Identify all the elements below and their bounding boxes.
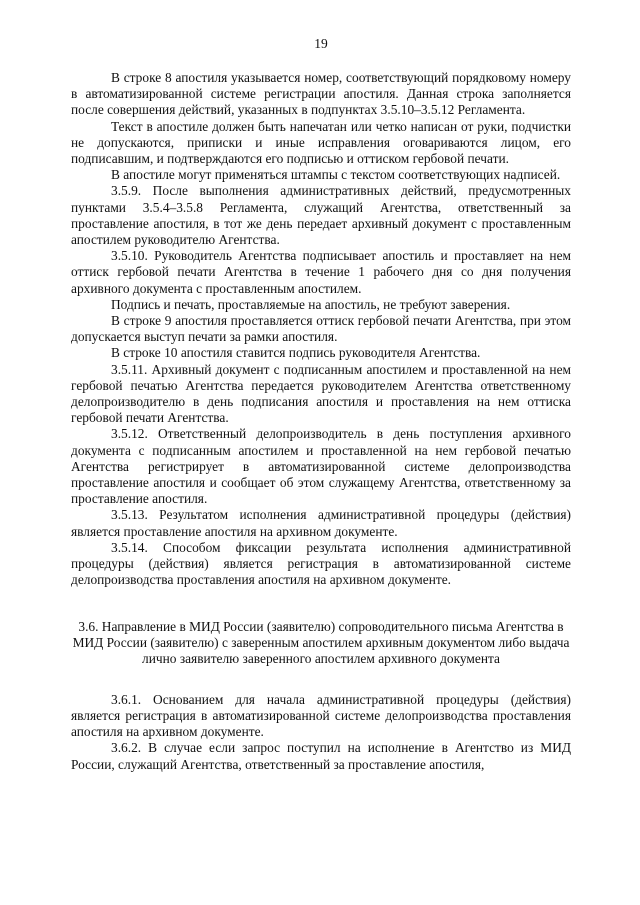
paragraph: В строке 9 апостиля проставляется оттиск гербовой печати Агентства, при этом допускается выступ печати за рамки апостиля. [71,313,571,345]
paragraph: 3.5.11. Архивный документ с подписанным апостилем и проставленной на нем гербовой печатью Агентства передается руководителем Агентства ответственному делопроизводителю в день подписания апостиля и проставления на нем оттиска гербовой печати Агентства. [71,361,571,426]
paragraph: Текст в апостиле должен быть напечатан или четко написан от руки, подчистки не допускаются, приписки и иные исправления оговариваются лицом, его подписавшим, и подтверждаются его подписью и оттиском гербовой печати. [71,118,571,167]
paragraph: 3.5.14. Способом фиксации результата исполнения административной процедуры (действия) является регистрация в автоматизированной системе делопроизводства проставления апостиля на архивном документе. [71,539,571,588]
paragraph: 3.5.13. Результатом исполнения административной процедуры (действия) является проставление апостиля на архивном документе. [71,507,571,539]
paragraph: 3.5.10. Руководитель Агентства подписывает апостиль и проставляет на нем оттиск гербовой печати Агентства в течение 1 рабочего дня со дня получения архивного документа с проставленным апостилем. [71,248,571,296]
page-number: 19 [314,36,328,51]
paragraph: 3.6.1. Основанием для начала административной процедуры (действия) является регистрация в автоматизированной системе делопроизводства проставления апостиля на архивном документе. [71,691,571,740]
section-heading: 3.6. Направление в МИД России (заявителю) сопроводительного письма Агентства в МИД России (заявителю) с заверенным апостилем архивным документом либо выдача лично заявителю заверенного апостилем архивного документа [72,618,570,667]
paragraph: В строке 8 апостиля указывается номер, соответствующий порядковому номеру в автоматизированной системе регистрации апостиля. Данная строка заполняется после совершения действий, указанных в подпунктах 3.5.10–3.5.12 Регламента. [71,70,571,118]
paragraph: 3.5.9. После выполнения административных действий, предусмотренных пунктами 3.5.4–3.5.8 Регламента, служащий Агентства, ответственный за проставление апостиля, в тот же день передает архивный документ с проставленным апостилем руководителю Агентства. [71,183,571,248]
paragraph: В строке 10 апостиля ставится подпись руководителя Агентства. [111,345,481,361]
paragraph: В апостиле могут применяться штампы с текстом соответствующих надписей. [111,167,561,183]
paragraph: 3.5.12. Ответственный делопроизводитель в день поступления архивного документа с подписанным апостилем и проставленной на нем гербовой печатью Агентства регистрирует в автоматизированной системе делопроизводства проставление апостиля и сообщает об этом служащему Агентства, ответственному за проставление апостиля. [71,426,571,507]
paragraph: 3.6.2. В случае если запрос поступил на исполнение в Агентство из МИД России, служащий Агентства, ответственный за проставление апостиля, [71,740,571,772]
paragraph: Подпись и печать, проставляемые на апостиль, не требуют заверения. [111,296,511,312]
